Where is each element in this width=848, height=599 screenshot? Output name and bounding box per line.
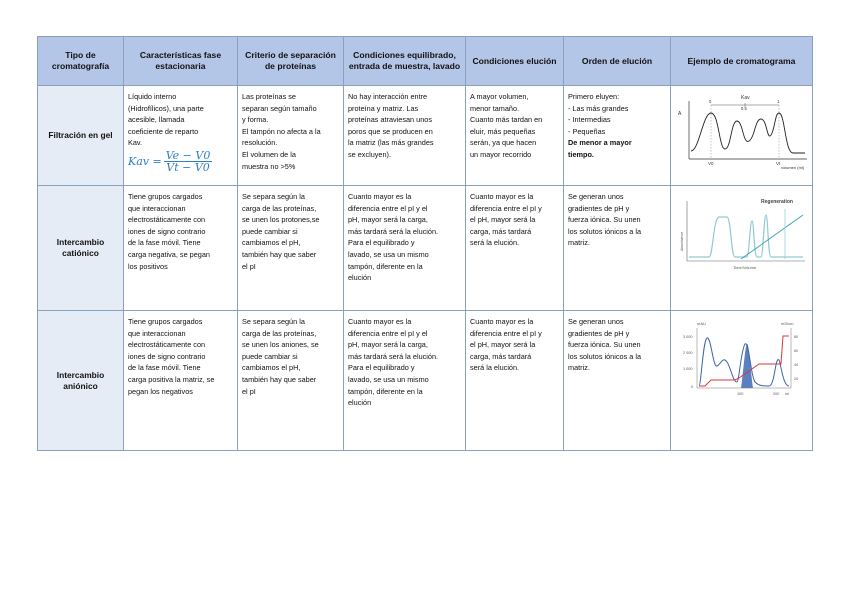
plot-label: Regeneration [761, 199, 793, 205]
cell-line: tampón, diferente en la [348, 386, 423, 396]
cell-line: fuerza iónica. Su unen [568, 215, 641, 225]
plot-label: 0 [691, 385, 694, 389]
cell-line: se unen los protones,se [242, 215, 320, 225]
cell-line: iones de signo contrario [128, 226, 206, 236]
cell-stationary [124, 186, 238, 311]
cell-line: acesible, llamada [128, 115, 185, 125]
gel-filtration-chromatogram [675, 91, 811, 173]
plot-label: A [678, 111, 682, 117]
cell-line: lavado, se usa un mismo [348, 249, 429, 259]
cell-line: separan según tamaño [242, 103, 317, 113]
cell-line: cambiamos el pH, [242, 238, 301, 248]
cell-line: proteína y matriz. Las [348, 103, 419, 113]
plot-label: 3 000 [683, 335, 693, 339]
cell-line: serán, ya que hacen [470, 138, 537, 148]
cell-line: de la fase móvil. Tiene [128, 363, 201, 373]
kav-formula [128, 150, 233, 173]
cell-line: elución [348, 398, 372, 408]
cell-line: un mayor recorrido [470, 149, 532, 159]
cell-line: De menor a mayor [568, 138, 632, 148]
plot-label: volumen (ml) [781, 165, 805, 170]
cell-line: poros que se producen en [348, 126, 433, 136]
plot-label: 40 [794, 363, 799, 367]
plot-label: 2 000 [683, 351, 693, 355]
plot-label: 60 [794, 349, 799, 353]
cell-line: Kav. [128, 138, 143, 148]
cell-line: tampón, diferente en la [348, 261, 423, 271]
cell-line: Para el equilibrado y [348, 363, 415, 373]
table-row [38, 311, 813, 451]
cell-line: los positivos [128, 261, 168, 271]
cell-line: el pH, mayor será la [470, 215, 536, 225]
cell-line: - Intermedias [568, 115, 611, 125]
cell-line: electrostáticamente con [128, 215, 206, 225]
row-type: Intercambio catiónico [38, 186, 124, 311]
cell-chromatogram [671, 311, 813, 451]
cell-line: Las proteínas se [242, 92, 296, 101]
cell-line: será la elución. [470, 363, 520, 373]
cell-line: Líquido interno [128, 92, 177, 101]
cell-equilibration [344, 86, 466, 186]
cell-criterion [238, 86, 344, 186]
cell-line: carga positiva la matriz, se [128, 374, 215, 384]
cell-line: coeficiente de reparto [128, 126, 199, 136]
cell-line: El tampón no afecta a la [242, 126, 321, 136]
header-chromatogram-example: Ejemplo de cromatograma [671, 37, 813, 86]
row-type: Intercambio aniónico [38, 311, 124, 451]
plot-label: 200 [773, 392, 780, 396]
cell-line: gradientes de pH y [568, 328, 630, 338]
cell-line: eluir, más pequeñas [470, 126, 536, 136]
cell-line: que interaccionan [128, 203, 186, 213]
plot-label: Kav [741, 95, 750, 101]
cell-line: más tardará será la elución. [348, 226, 439, 236]
row-type: Filtración en gel [38, 86, 124, 186]
header-separation-criterion: Criterio de separación de proteínas [238, 37, 344, 86]
cell-line: diferencia entre el pI y [470, 203, 542, 213]
cell-equilibration [344, 186, 466, 311]
cell-criterion [238, 186, 344, 311]
header-elution-order: Orden de elución [564, 37, 671, 86]
cell-line: diferencia entre el pI y [470, 328, 542, 338]
cell-criterion [238, 311, 344, 451]
cell-line: Cuanto mayor es la [348, 192, 412, 201]
cell-line: carga, más tardará [470, 351, 532, 361]
cell-line: diferencia entre el pI y el [348, 203, 428, 213]
cell-line: más tardará será la elución. [348, 351, 439, 361]
cell-line: iones de signo contrario [128, 351, 206, 361]
cell-line: puede cambiar si [242, 351, 298, 361]
formula-fraction [164, 150, 213, 173]
cell-line: matriz. [568, 238, 590, 248]
cell-line: El volumen de la [242, 149, 296, 159]
cell-elution [466, 86, 564, 186]
cell-line: Se separa según la [242, 192, 305, 201]
cell-line: los solutos iónicos a la [568, 226, 642, 236]
plot-label: 100 [737, 392, 744, 396]
cell-line: Tiene grupos cargados [128, 192, 203, 201]
header-type: Tipo de cromatografía [38, 37, 124, 86]
cell-line: Para el equilibrado y [348, 238, 415, 248]
cell-line: matriz. [568, 363, 590, 373]
cell-line: carga negativa, se pegan [128, 249, 210, 259]
cell-line: carga de las proteínas, [242, 203, 317, 213]
cell-stationary [124, 311, 238, 451]
cell-line: gradientes de pH y [568, 203, 630, 213]
cell-order [564, 86, 671, 186]
cell-chromatogram [671, 186, 813, 311]
plot-label: 0 [709, 99, 712, 104]
cell-line: Primero eluyen: [568, 92, 620, 101]
plot-label: 1 [777, 99, 780, 104]
cell-line: carga de las proteínas, [242, 328, 317, 338]
cell-line: los solutos iónicos a la [568, 351, 642, 361]
cell-line: que interaccionan [128, 328, 186, 338]
cell-line: elución [348, 273, 372, 283]
cell-line: puede cambiar si [242, 226, 298, 236]
cell-equilibration [344, 311, 466, 451]
cell-line: Cuanto mayor es la [470, 317, 534, 326]
cell-line: fuerza iónica. Su unen [568, 340, 641, 350]
cell-line: cambiamos el pH, [242, 363, 301, 373]
cell-line: lavado, se usa un mismo [348, 374, 429, 384]
cell-line: menor tamaño. [470, 103, 520, 113]
chromatography-table [37, 36, 813, 451]
cell-line: pegan los negativos [128, 386, 193, 396]
cell-elution [466, 186, 564, 311]
cell-line: proteínas atraviesan unos [348, 115, 432, 125]
cell-line: y forma. [242, 115, 269, 125]
cell-line: - Pequeñas [568, 126, 606, 136]
cell-line: carga, más tardará [470, 226, 532, 236]
cell-line: Se generan unos [568, 317, 624, 326]
plot-label: 1 000 [683, 367, 693, 371]
plot-label: 80 [794, 335, 799, 339]
cell-order [564, 186, 671, 311]
cell-line: A mayor volumen, [470, 92, 529, 101]
cell-line: pH, mayor será la carga, [348, 215, 428, 225]
cell-line: también hay que saber [242, 249, 317, 259]
header-equilibration: Condiciones equilibrado, entrada de muestra, lavado [344, 37, 466, 86]
cell-line: la matriz (las más grandes [348, 138, 434, 148]
cell-line: Cuanto más tardan en [470, 115, 543, 125]
cell-line: Se separa según la [242, 317, 305, 326]
formula-numerator: Ve − V0 [165, 148, 211, 162]
cell-line: Cuanto mayor es la [348, 317, 412, 326]
plot-label: Absorbance [680, 231, 684, 251]
cell-line: pH, mayor será la carga, [348, 340, 428, 350]
cell-line: (Hidrofílicos), una parte [128, 103, 204, 113]
cell-line: el pI [242, 261, 256, 271]
plot-label: V0 [708, 161, 714, 166]
cell-line: Tiene grupos cargados [128, 317, 203, 326]
cell-line: el pI [242, 386, 256, 396]
stationary-text [128, 91, 233, 149]
cell-line: Cuanto mayor es la [470, 192, 534, 201]
cell-line: - Las más grandes [568, 103, 629, 113]
cell-line: Se generan unos [568, 192, 624, 201]
cell-line: de la fase móvil. Tiene [128, 238, 201, 248]
plot-label: mS/cm [781, 321, 794, 326]
cell-chromatogram [671, 86, 813, 186]
anion-exchange-chromatogram [675, 316, 811, 404]
formula-lhs: Kav = [128, 154, 162, 168]
cell-line: también hay que saber [242, 374, 317, 384]
formula-denominator: Vt − V0 [166, 160, 210, 174]
plot-label: 0.5 [741, 106, 747, 111]
table-row [38, 186, 813, 311]
plot-label: ml [785, 392, 790, 396]
cation-exchange-chromatogram [675, 191, 811, 275]
plot-label: Vt [776, 161, 781, 166]
cell-line: No hay interacción entre [348, 92, 428, 101]
cell-stationary [124, 86, 238, 186]
plot-label: 20 [794, 377, 799, 381]
header-stationary-phase: Características fase estacionaria [124, 37, 238, 86]
cell-line: electrostáticamente con [128, 340, 206, 350]
header-elution-conditions: Condiciones elución [466, 37, 564, 86]
header-row [38, 37, 813, 86]
cell-line: diferencia entre el pI y el [348, 328, 428, 338]
cell-order [564, 311, 671, 451]
cell-line: se unen los aniones, se [242, 340, 319, 350]
cell-line: será la elución. [470, 238, 520, 248]
cell-line: el pH, mayor será la [470, 340, 536, 350]
cell-line: tiempo. [568, 149, 594, 159]
table-row [38, 86, 813, 186]
cell-line: muestra no >5% [242, 161, 296, 171]
cell-line: se excluyen). [348, 149, 391, 159]
cell-elution [466, 311, 564, 451]
plot-label: mAU [697, 321, 706, 326]
cell-line: resolución. [242, 138, 278, 148]
plot-label: Time/Volume [733, 265, 757, 270]
